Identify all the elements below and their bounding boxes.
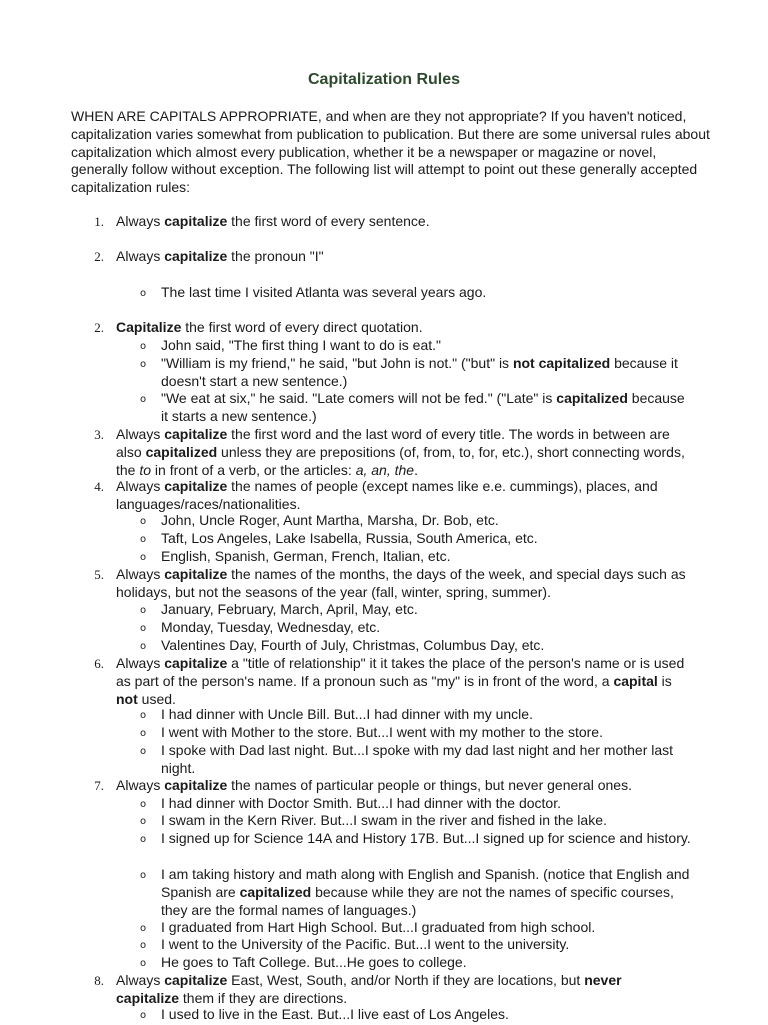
example-text	[161, 954, 691, 972]
text-segment: Always	[116, 248, 165, 264]
bullet-icon: o	[140, 516, 147, 527]
bullet-icon: o	[140, 394, 147, 405]
bullet-icon: o	[140, 1010, 147, 1021]
text-segment: The last time I visited Atlanta was several years ago.	[161, 284, 487, 300]
text-segment: because while they are not the names of specific courses, they are the formal names of languages.)	[161, 883, 674, 918]
text-segment: Always	[116, 566, 165, 582]
bullet-icon: o	[140, 870, 147, 881]
example-text	[161, 1006, 691, 1024]
example-text	[161, 919, 691, 937]
example-text	[161, 337, 691, 355]
text-segment: I am taking history and math along with English and Spanish. (notice that English and Spanish are	[161, 866, 690, 900]
bullet-icon: o	[140, 341, 147, 352]
bold-text: never capitalize	[116, 972, 622, 1006]
text-segment: the pronoun "I"	[227, 248, 324, 264]
text-segment: the names of people (except names like e.e. cummings), places, and languages/races/nationalities.	[116, 478, 658, 512]
bullet-icon: o	[140, 641, 147, 652]
example-text	[161, 530, 691, 548]
rule-text	[116, 566, 686, 602]
text-segment: them if they are directions.	[179, 989, 348, 1006]
rule-text	[116, 478, 686, 514]
text-segment: I went to the University of the Pacific. But...I went to the university.	[161, 936, 570, 952]
text-segment: in front of a verb, or the articles:	[151, 461, 356, 478]
bold-text: capitalized	[556, 390, 628, 406]
text-segment: Taft, Los Angeles, Lake Isabella, Russia, South America, etc.	[161, 530, 538, 546]
example-text	[161, 706, 691, 724]
text-segment: I had dinner with Doctor Smith. But...I had dinner with the doctor.	[161, 795, 561, 811]
example-text	[161, 812, 691, 830]
bold-text: capitalize	[164, 213, 228, 229]
bold-text: capitalize	[164, 777, 228, 793]
example-text	[161, 936, 691, 954]
intro-paragraph: WHEN ARE CAPITALS APPROPRIATE, and when are they not appropriate? If you haven't noticed, capitalization varies somewhat from publication to publication. But there are some universal rules about capitalization which almost every publication, whether it be a newspaper or magazine or novel, generally follow without exception. The following list will attempt to point out these generally accepted capitalization rules:	[71, 108, 710, 196]
text-segment: Always	[116, 213, 165, 229]
bullet-icon: o	[140, 623, 147, 634]
bold-text: capitalize	[164, 566, 228, 582]
bullet-icon: o	[140, 834, 147, 845]
text-segment: Monday, Tuesday, Wednesday, etc.	[161, 619, 381, 635]
text-segment: because it doesn't start a new sentence.)	[161, 355, 678, 389]
rule-text	[116, 248, 686, 266]
text-segment: I went with Mother to the store. But...I went with my mother to the store.	[161, 724, 603, 740]
text-segment: is	[657, 672, 672, 689]
rule-number: 1.	[94, 214, 104, 229]
text-segment: the first word of every sentence.	[227, 213, 430, 229]
text-segment: "William is my friend," he said, "but John is not." ("but" is	[161, 355, 513, 371]
bold-text: not capitalized	[512, 355, 611, 371]
example-text	[161, 284, 691, 302]
bold-text: capitalize	[164, 478, 228, 494]
text-segment: John said, "The first thing I want to do is eat."	[161, 337, 441, 353]
text-segment: "We eat at six," he said. "Late comers will not be fed." ("Late" is	[161, 390, 557, 406]
text-segment: East, West, South, and/or North if they are locations, but	[227, 972, 585, 988]
text-segment: .	[414, 461, 418, 478]
bold-text: capitalize	[164, 655, 228, 671]
text-segment: I had dinner with Uncle Bill. But...I had dinner with my uncle.	[161, 706, 533, 722]
bullet-icon: o	[140, 552, 147, 563]
text-segment: Always	[116, 478, 165, 494]
bullet-icon: o	[140, 816, 147, 827]
bold-text: capital	[613, 672, 658, 689]
bold-text: capitalized	[145, 443, 218, 460]
text-segment: I spoke with Dad last night. But...I spoke with my dad last night and her mother last night.	[161, 742, 674, 776]
rule-text	[116, 426, 686, 479]
example-text	[161, 619, 691, 637]
example-text	[161, 795, 691, 813]
rule-text	[116, 213, 686, 231]
text-segment: the first word of every direct quotation.	[181, 319, 423, 335]
bullet-icon: o	[140, 288, 147, 299]
example-text	[161, 355, 691, 391]
rule-number: 4.	[94, 479, 104, 494]
text-segment: a "title of relationship" it it takes the place of the person's name or is used as part of the person's name. If a pronoun such as "my" is in front of the word, a	[116, 655, 685, 689]
rule-number: 8.	[94, 973, 104, 988]
text-segment: the first word and the last word of every title. The words in between are also	[116, 426, 670, 460]
text-segment: the names of the months, the days of the week, and special days such as holidays, but not the seasons of the year (fall, winter, spring, summer).	[116, 566, 686, 600]
page-title: Capitalization Rules	[307, 71, 461, 88]
bullet-icon: o	[140, 605, 147, 616]
bold-text: not	[116, 690, 138, 707]
text-segment: Always	[116, 972, 165, 988]
bullet-icon: o	[140, 958, 147, 969]
bullet-icon: o	[140, 746, 147, 757]
bold-text: Capitalize	[116, 319, 182, 335]
text-segment: John, Uncle Roger, Aunt Martha, Marsha, Dr. Bob, etc.	[161, 512, 499, 528]
example-text	[161, 548, 691, 566]
text-segment: used.	[137, 690, 176, 707]
text-segment: because it starts a new sentence.)	[161, 390, 685, 424]
text-segment: English, Spanish, German, French, Italian, etc.	[161, 548, 451, 564]
example-text	[161, 390, 691, 426]
text-segment: unless they are prepositions (of, from, to, for, etc.), short connecting words, the	[116, 443, 685, 478]
bullet-icon: o	[140, 728, 147, 739]
text-segment: I swam in the Kern River. But...I swam in the river and fished in the lake.	[161, 812, 607, 828]
bullet-icon: o	[140, 923, 147, 934]
rule-text	[116, 655, 686, 708]
text-segment: He goes to Taft College. But...He goes to college.	[161, 954, 467, 970]
bold-text: capitalize	[164, 248, 228, 264]
text-segment: Always	[116, 777, 165, 793]
text-segment: I graduated from Hart High School. But...I graduated from high school.	[161, 919, 596, 935]
rule-number: 6.	[94, 656, 104, 671]
bullet-icon: o	[140, 710, 147, 721]
rule-number: 3.	[94, 427, 104, 442]
text-segment: Valentines Day, Fourth of July, Christmas, Columbus Day, etc.	[161, 637, 545, 653]
text-segment: January, February, March, April, May, etc.	[161, 601, 418, 617]
rule-text	[116, 777, 686, 795]
bullet-icon: o	[140, 940, 147, 951]
example-text	[161, 601, 691, 619]
rule-number: 5.	[94, 567, 104, 582]
bold-text: capitalize	[164, 972, 228, 988]
text-segment: I signed up for Science 14A and History 17B. But...I signed up for science and history.	[161, 830, 691, 846]
rule-number: 2.	[94, 249, 104, 264]
example-text	[161, 866, 691, 919]
example-text	[161, 637, 691, 655]
text-segment: Always	[116, 655, 165, 671]
text-segment: I used to live in the East. But...I live east of Los Angeles.	[161, 1006, 509, 1022]
example-text	[161, 512, 691, 530]
italic-text: a, an, the	[355, 461, 415, 478]
text-segment: Always	[116, 426, 165, 442]
rule-number: 2.	[94, 320, 104, 335]
italic-text: to	[139, 461, 152, 478]
rule-text	[116, 319, 686, 337]
example-text	[161, 724, 691, 742]
bold-text: capitalized	[239, 883, 312, 900]
rule-number: 7.	[94, 778, 104, 793]
rule-text	[116, 972, 686, 1008]
bullet-icon: o	[140, 799, 147, 810]
bold-text: capitalize	[164, 426, 228, 442]
text-segment: the names of particular people or things, but never general ones.	[227, 777, 632, 793]
bullet-icon: o	[140, 359, 147, 370]
bullet-icon: o	[140, 534, 147, 545]
example-text	[161, 830, 691, 848]
example-text	[161, 742, 691, 778]
